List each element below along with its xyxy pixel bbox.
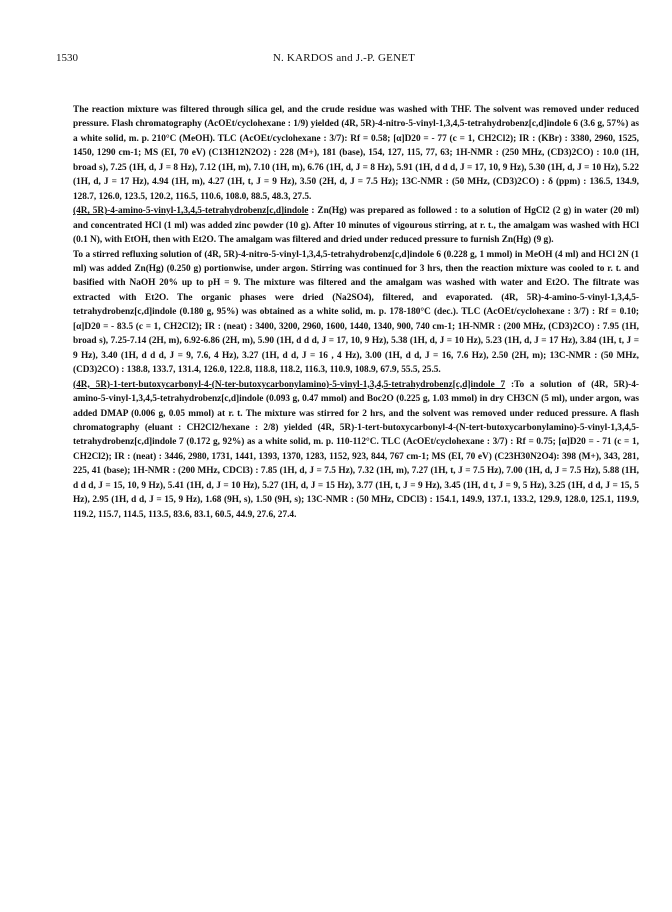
compound-heading: (4R, 5R)-1-tert-butoxycarbonyl-4-(N-ter-butoxycarbonylamino)-5-vinyl-1,3,4,5-tetrahydrobenz[c,d]indole 7 [73,379,506,390]
heading-separator: : [308,206,318,217]
paragraph-amino-indole [73,204,639,247]
paragraph-nitro-indole [73,103,639,204]
page-number: 1530 [56,52,78,64]
heading-separator: : [505,379,515,390]
paragraph-text: The reaction mixture was filtered through silica gel, and the crude residue was washed with THF. The solvent was removed under reduced pressure. Flash chromatography (AcOEt/cyclohexane : 1/9) yielded (4R, 5R)-4-nitro-5-vinyl-1,3,4,5-tetrahydrobenz[c,d]indole 6 (3.6 g, 57%) as a white solid, m. p. 210°C (MeOH). TLC (AcOEt/cyclohexane : 3/7): Rf = 0.58; [α]D20 = - 77 (c = 1, CH2Cl2); IR : (KBr) : 3380, 2960, 1525, 1450, 1290 cm-1; MS (EI, 70 eV) (C13H12N2O2) : 228 (M+), 181 (base), 154, 127, 115, 77, 63; 1H-NMR : (250 MHz, (CD3)2CO) : 10.0 (1H, broad s), 7.25 (1H, d, J = 8 Hz), 7.12 (1H, m), 7.10 (1H, m), 6.76 (1H, d, J = 8 Hz), 5.91 (1H, d d d, J = 17, 10, 9 Hz), 5.30 (1H, d, J = 10 Hz), 5.22 (1H, d, J = 17 Hz), 4.94 (1H, m), 4.27 (1H, t, J = 9 Hz), 3.50 (2H, d, J = 7.5 Hz); 13C-NMR : (50 MHz, (CD3)2CO) : δ (ppm) : 136.5, 134.9, 128.7, 126.0, 123.5, 120.2, 116.5, 110.6, 108.0, 88.5, 48.3, 27.5. [73,105,639,202]
compound-heading: (4R, 5R)-4-amino-5-vinyl-1,3,4,5-tetrahydrobenz[c,d]indole [73,206,309,217]
running-title: N. KARDOS and J.-P. GENET [272,52,416,64]
paragraph-reduction-procedure [73,248,639,378]
paragraph-text: Zn(Hg) was prepared as followed : to a solution of HgCl2 (2 g) in water (20 ml) and concentrated HCl (1 ml) was added zinc powder (10 g). After 10 minutes of vigourous stirring, at r. t., the amalgam was washed with HCl (0.1 N), with EtOH, then with Et2O. The amalgam was filtered and dried under reduced pressure to furnish Zn(Hg) (9 g). [73,206,639,246]
paragraph-text: To a solution of (4R, 5R)-4-amino-5-vinyl-1,3,4,5-tetrahydrobenz[c,d]indole (0.093 g, 0.47 mmol) and Boc2O (0.225 g, 1.03 mmol) in dry CH3CN (5 ml), under argon, was added DMAP (0.006 g, 0.05 mmol) at r. t. The mixture was stirred for 2 hrs, and the solvent was removed under reduced pressure. A flash chromatography (eluant : CH2Cl2/hexane : 2/8) yielded (4R, 5R)-1-tert-butoxycarbonyl-4-(N-tert-butoxycarbonylamino)-5-vinyl-1,3,4,5-tetrahydrobenz[c,d]indole 7 (0.172 g, 92%) as a white solid, m. p. 110-112°C. TLC (AcOEt/cyclohexane : 3/7) : Rf = 0.75; [α]D20 = - 71 (c = 1, CH2Cl2); IR : (neat) : 3446, 2980, 1731, 1441, 1393, 1370, 1283, 1152, 923, 844, 767 cm-1; MS (EI, 70 eV) (C23H30N2O4): 398 (M+), 343, 281, 225, 41 (base); 1H-NMR : (200 MHz, CDCl3) : 7.85 (1H, d, J = 7.5 Hz), 7.32 (1H, m), 7.27 (1H, t, J = 7.5 Hz), 7.00 (1H, d, J = 7.5 Hz), 5.88 (1H, d d d, J = 15, 10, 9 Hz), 5.41 (1H, d, J = 10 Hz), 5.27 (1H, d, J = 15 Hz), 3.77 (1H, t, J = 9 Hz), 3.45 (1H, d t, J = 9, 5 Hz), 3.25 (1H, d d, J = 15, 5 Hz), 2.95 (1H, d d, J = 15, 9 Hz), 1.68 (9H, s), 1.50 (9H, s); 13C-NMR : (50 MHz, CDCl3) : 154.1, 149.9, 137.1, 133.2, 129.9, 128.0, 125.1, 119.9, 119.2, 115.7, 114.5, 113.5, 83.6, 83.1, 60.5, 44.9, 27.6, 27.4. [73,379,640,520]
body-text [73,103,639,522]
page-header [56,52,632,68]
paragraph-boc-indole [73,378,639,523]
paragraph-text: To a stirred refluxing solution of (4R, 5R)-4-nitro-5-vinyl-1,3,4,5-tetrahydrobenz[c,d]indole 6 (0.228 g, 1 mmol) in MeOH (4 ml) and HCl 2N (1 ml) was added Zn(Hg) (0.250 g) portionwise, under argon. Stirring was continued for 3 hrs, then the reaction mixture was cooled to r. t. and basified with NaOH 20% up to pH = 9. The mixture was filtered and the amalgam was washed with water and Et2O. The filtrate was extracted with Et2O. The organic phases were dried (Na2SO4), filtered, and evaporated. (4R, 5R)-4-amino-5-vinyl-1,3,4,5-tetrahydrobenz[c,d]indole (0.180 g, 95%) was obtained as a white solid, m. p. 178-180°C (dec.). TLC (AcOEt/cyclohexane : 3/7) : Rf = 0.10; [α]D20 = - 83.5 (c = 1, CH2Cl2); IR : (neat) : 3400, 3200, 2960, 1600, 1440, 1340, 900, 740 cm-1; 1H-NMR : (200 MHz, (CD3)2CO) : 7.95 (1H, broad s), 7.25-7.14 (2H, m), 6.92-6.86 (2H, m), 5.90 (1H, d d d, J = 17, 10, 9 Hz), 5.38 (1H, d, J = 10 Hz), 5.23 (1H, d, J = 17 Hz), 3.84 (1H, t, J = 9 Hz), 3.40 (1H, d d d, J = 9, 7.6, 4 Hz), 3.27 (1H, d d, J = 16 , 4 Hz), 3.00 (1H, d d, J = 16, 7.6 Hz), 2.50 (2H, m); 13C-NMR : (50 MHz, (CD3)2CO) : 138.8, 133.7, 131.4, 126.0, 122.8, 118.8, 118.2, 116.3, 110.9, 108.9, 67.9, 55.5, 25.5. [73,249,639,376]
